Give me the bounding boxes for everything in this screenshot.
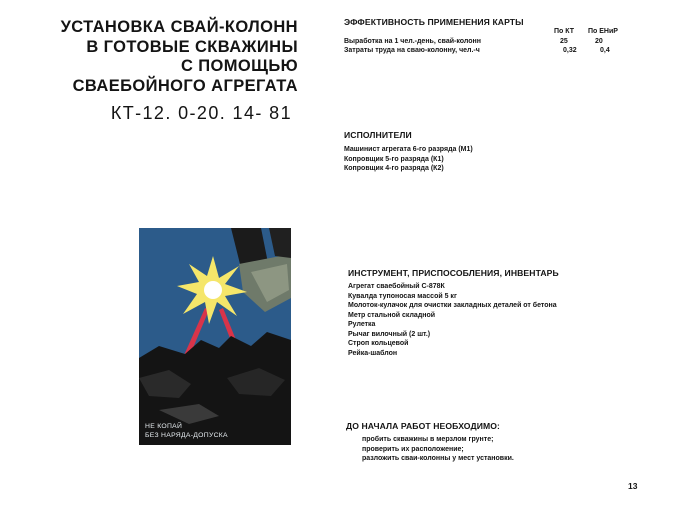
card-code: КТ-12. 0-20. 14- 81 — [110, 103, 292, 123]
poster-illustration — [139, 228, 291, 445]
list-item: Строп кольцевой — [348, 340, 409, 347]
title-line-3: С ПОМОЩЬЮ — [180, 57, 298, 75]
list-item: Рычаг вилочный (2 шт.) — [348, 330, 431, 338]
poster-caption-line-2: БЕЗ НАРЯДА-ДОПУСКА — [145, 432, 228, 439]
tools-heading: ИНСТРУМЕНТ, ПРИСПОСОБЛЕНИЯ, ИНВЕНТАРЬ — [348, 268, 559, 278]
list-item: разложить сваи-колонны у мест установки. — [362, 455, 514, 462]
title-line-4: СВАЕБОЙНОГО АГРЕГАТА — [72, 76, 298, 95]
list-item: Метр стальной складной — [348, 311, 436, 319]
effectiveness-value: 0,4 — [600, 47, 610, 54]
list-item: пробить скважины в мерзлом грунте; — [362, 436, 494, 443]
executors-list — [344, 145, 473, 174]
poster-caption — [145, 422, 228, 440]
effectiveness-row-label: Затраты труда на сваю-колонну, чел.-ч — [344, 47, 480, 54]
list-item: Машинист агрегата 6-го разряда (М1) — [344, 146, 473, 153]
effectiveness-value: 25 — [560, 38, 568, 45]
tools-list — [348, 282, 557, 358]
list-item: Рейка-шаблон — [348, 349, 398, 357]
effectiveness-row-label: Выработка на 1 чел.-день, свай-колонн — [344, 38, 481, 45]
effectiveness-value: 0,32 — [563, 47, 577, 54]
title-line-2: В ГОТОВЫЕ СКВАЖИНЫ — [86, 37, 298, 56]
before-work-heading: ДО НАЧАЛА РАБОТ НЕОБХОДИМО: — [346, 421, 500, 431]
list-item: проверить их расположение; — [362, 445, 464, 453]
list-item: Рулетка — [348, 321, 376, 328]
title-line-1: УСТАНОВКА СВАЙ-КОЛОНН — [60, 18, 298, 36]
safety-poster — [139, 228, 291, 445]
before-work-list — [362, 435, 514, 464]
effectiveness-heading: ЭФФЕКТИВНОСТЬ ПРИМЕНЕНИЯ КАРТЫ — [344, 17, 524, 27]
column-header-kt: По КТ — [554, 28, 574, 35]
list-item: Агрегат сваебойный С-878К — [348, 283, 445, 290]
document-title — [40, 18, 298, 96]
page-number: 13 — [628, 481, 638, 491]
list-item: Молоток-кулачок для очистки закладных деталей от бетона — [348, 302, 557, 309]
list-item: Копровщик 4-го разряда (К2) — [344, 165, 444, 172]
column-header-enir: По ЕНиР — [588, 28, 618, 35]
poster-caption-line-1: НЕ КОПАЙ — [145, 423, 183, 430]
list-item: Копровщик 5-го разряда (К1) — [344, 155, 444, 163]
list-item: Кувалда тупоносая массой 5 кг — [348, 292, 457, 300]
effectiveness-value: 20 — [595, 38, 603, 45]
executors-heading: ИСПОЛНИТЕЛИ — [344, 130, 412, 140]
